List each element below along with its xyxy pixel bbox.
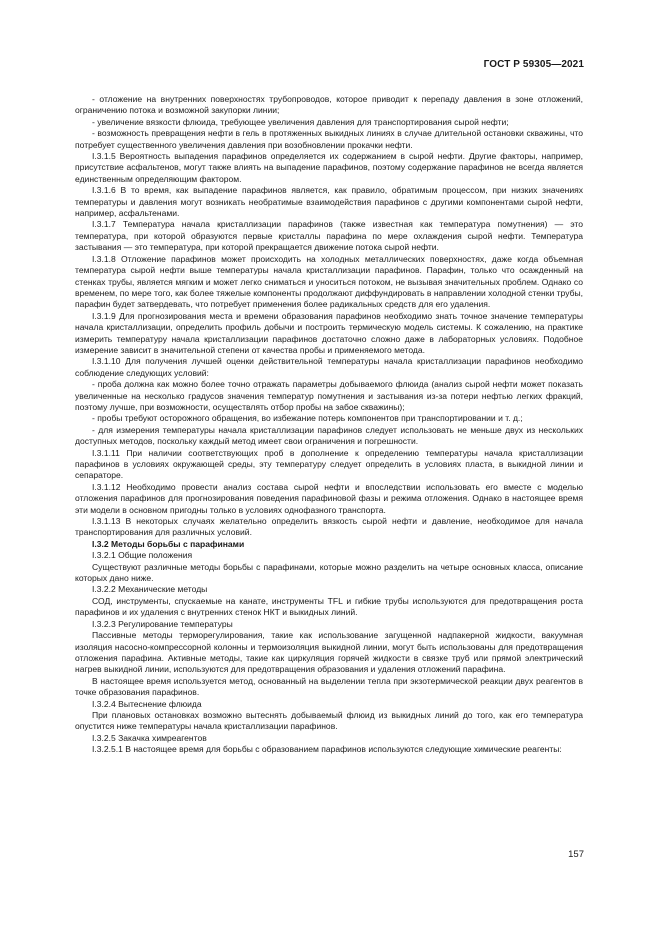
paragraph: Пассивные методы терморегулирования, такие как использование загущенной надпакерной жидкости, вакуумная изоляция насосно-компрессорной колонны и термоизоляция выкидной линии, могут быть использованы для предотвращения отложения парафина. Активные методы, такие как циркуляция горячей жидкости в связке труб или прямой электрический нагрев выкидной линии, используются для предотвращения образования и удаления отложений парафина. xyxy=(75,630,583,675)
paragraph: I.3.1.12 Необходимо провести анализ состава сырой нефти и впоследствии использовать его вместе с моделью отложения парафинов для прогнозирования поведения парафиновой фазы и режима отложения. Однако в настоящее время эти модели в основном пригодны только в условиях однофазного транспорта. xyxy=(75,481,583,515)
paragraph: - увеличение вязкости флюида, требующее увеличения давления для транспортирования сырой нефти; xyxy=(92,116,509,127)
document-body xyxy=(75,94,583,756)
document-code-header: ГОСТ Р 59305—2021 xyxy=(483,59,584,70)
paragraph: I.3.1.13 В некоторых случаях желательно определить вязкость сырой нефти и давление, необходимое для начала транспортирования для различных условий. xyxy=(75,516,583,538)
subsection-heading: I.3.2.2 Механические методы xyxy=(92,584,208,595)
paragraph: I.3.1.5 Вероятность выпадения парафинов определяется их содержанием в сырой нефти. Другие факторы, например, присутствие асфальтенов, могут также влиять на выпадение парафинов, поэтому содержание парафинов не всегда является единственным определяющим фактором. xyxy=(75,151,583,184)
paragraph: I.3.1.6 В то время, как выпадение парафинов является, как правило, обратимым процессом, при низких значениях температуры и давления могут возникать необратимые взаимодействия парафинов с другими компонентами сырой нефти, например, асфальтенами. xyxy=(75,185,583,219)
section-heading: I.3.2 Методы борьбы с парафинами xyxy=(92,538,245,549)
paragraph: - отложение на внутренних поверхностях трубопроводов, которое приводит к перепаду давления в зоне отложений, ограничению потока и возможной закупорки линии; xyxy=(75,94,583,116)
paragraph: I.3.1.10 Для получения лучшей оценки действительной температуры начала кристаллизации парафинов необходимо соблюдение следующих условий: xyxy=(75,356,583,378)
paragraph: В настоящее время используется метод, основанный на выделении тепла при экзотермической реакции двух реагентов в точке образования парафинов. xyxy=(75,675,583,698)
paragraph: - пробы требуют осторожного обращения, во избежание потерь компонентов при транспортировании и т. д.; xyxy=(92,413,523,424)
paragraph: I.3.1.8 Отложение парафинов может происходить на холодных металлических поверхностях, даже когда объемная температура сырой нефти выше температуры начала кристаллизации парафинов. Парафин, только что осажденный на стенках трубы, является мягким и может легко сниматься и уноситься потоком, не вызывая значительных проблем. Однако со временем, по мере того, как более тяжелые компоненты продолжают диффундировать в направлении холодной стенки трубы, парафин будет затвердевать, что потребует применения более радикальных средств для его удаления. xyxy=(75,253,583,310)
subsection-heading: I.3.2.3 Регулирование температуры xyxy=(92,618,233,629)
paragraph: - возможность превращения нефти в гель в протяженных выкидных линиях в случае длительной остановки скважины, что потребует существенного увеличения давления при возобновлении прокачки нефти. xyxy=(75,128,583,150)
paragraph: При плановых остановках возможно вытеснять добываемый флюид из выкидных линий до того, как его температура опустится ниже температуры начала кристаллизации парафинов. xyxy=(75,709,583,732)
subsection-heading: I.3.2.4 Вытеснение флюида xyxy=(92,698,202,709)
paragraph: Существуют различные методы борьбы с парафинами, которые можно разделить на четыре основных класса, описание которых дано ниже. xyxy=(75,561,583,584)
paragraph: I.3.1.11 При наличии соответствующих проб в дополнение к определению температуры начала кристаллизации парафинов в условиях окружающей среды, эту температуру следует определить в условиях пласта, в выкидной линии и сепараторе. xyxy=(75,447,583,481)
paragraph: СОД, инструменты, спускаемые на канате, инструменты TFL и гибкие трубы используются для предотвращения роста парафинов и их удаления с внутренних стенок НКТ и выкидных линий. xyxy=(75,595,583,618)
subsection-heading: I.3.2.5 Закачка химреагентов xyxy=(92,732,207,743)
paragraph: - проба должна как можно более точно отражать параметры добываемого флюида (анализ сырой нефти может показать увеличенные на несколько градусов значения температур помутнения и застывания из-за потери нефтью легких фракций, поэтому лучше, при возможности, осуществлять отбор пробы на забое скважины); xyxy=(75,379,583,412)
paragraph: I.3.1.9 Для прогнозирования места и времени образования парафинов необходимо знать точное значение температуры начала кристаллизации, определить профиль добычи и построить термическую модель системы. К сожалению, на практике измерить температуру начала кристаллизации парафинов достаточно сложно даже в лабораторных условиях. Подобное измерение зависит в значительной степени от качества пробы и применяемого метода. xyxy=(75,310,583,355)
page-number: 157 xyxy=(568,849,584,860)
paragraph: I.3.1.7 Температура начала кристаллизации парафинов (также известная как температура помутнения) — это температура, при которой образуются первые кристаллы парафина по мере охлаждения сырой нефти. Температура застывания — это температура, при которой прекращается движение потока сырой нефти. xyxy=(75,219,583,253)
paragraph: - для измерения температуры начала кристаллизации парафинов следует использовать не меньше двух из нескольких доступных методов, поскольку каждый метод имеет свои ограничения и погрешности. xyxy=(75,424,583,447)
paragraph: I.3.2.5.1 В настоящее время для борьбы с образованием парафинов используются следующие химические реагенты: xyxy=(92,744,562,755)
subsection-heading: I.3.2.1 Общие положения xyxy=(92,550,193,561)
